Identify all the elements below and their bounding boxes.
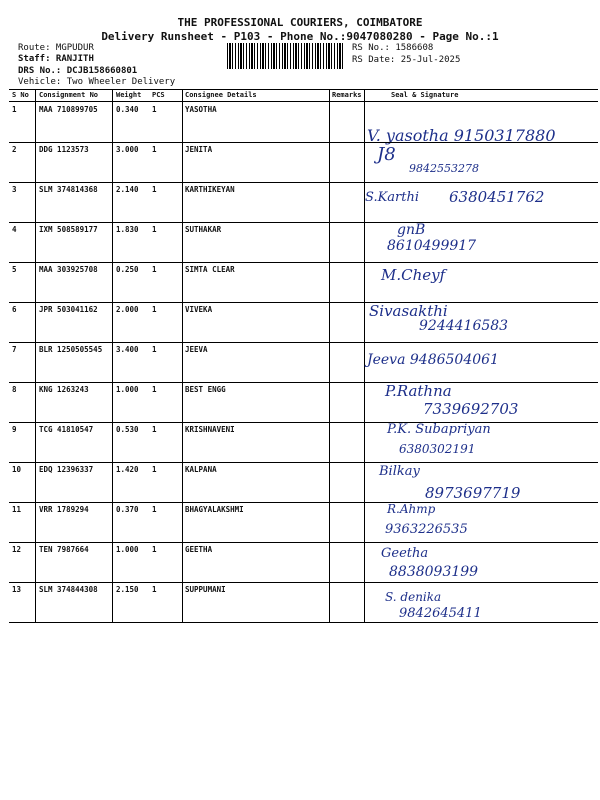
handwritten-signature: 7339692703 (423, 400, 519, 418)
cell-weight: 1.000 (116, 545, 139, 554)
handwritten-signature: Geetha (381, 546, 429, 561)
table-row (9, 422, 598, 463)
table-row (9, 142, 598, 183)
cell-consignee: VIVEKA (185, 305, 213, 314)
cell-sno: 2 (12, 145, 17, 154)
cell-sno: 6 (12, 305, 17, 314)
cell-pcs: 1 (152, 105, 157, 114)
drs-number: DRS No.: DCJB158660801 (18, 66, 138, 76)
table-row (9, 542, 598, 583)
cell-pcs: 1 (152, 385, 157, 394)
cell-consignment: BLR 1250505545 (39, 345, 103, 354)
cell-consignee: SIMTA CLEAR (185, 265, 235, 274)
handwritten-signature: S. denika (385, 590, 442, 604)
cell-weight: 0.250 (116, 265, 139, 274)
cell-consignee: JEEVA (185, 345, 208, 354)
runsheet-table (9, 89, 598, 623)
table-row (9, 342, 598, 383)
cell-weight: 1.830 (116, 225, 139, 234)
table-row (9, 182, 598, 223)
handwritten-signature: 9363226535 (385, 522, 468, 537)
cell-consignment: DDG 1123573 (39, 145, 89, 154)
handwritten-signature: M.Cheyf (381, 266, 446, 284)
signature-area (359, 262, 589, 303)
cell-pcs: 1 (152, 145, 157, 154)
cell-weight: 2.140 (116, 185, 139, 194)
cell-consignment: KNG 1263243 (39, 385, 89, 394)
cell-sno: 12 (12, 545, 22, 554)
handwritten-signature: Sivasakthi (369, 302, 448, 320)
cell-weight: 2.000 (116, 305, 139, 314)
cell-consignee: YASOTHA (185, 105, 217, 114)
signature-area (359, 422, 589, 463)
signature-area (359, 502, 589, 543)
handwritten-signature: 8838093199 (389, 564, 479, 580)
table-row (9, 262, 598, 303)
cell-consignment: MAA 710899705 (39, 105, 98, 114)
cell-weight: 0.340 (116, 105, 139, 114)
signature-area (359, 382, 589, 423)
cell-weight: 1.000 (116, 385, 139, 394)
runsheet-subtitle: Delivery Runsheet - P103 - Phone No.:9047080280 - Page No.:1 (101, 30, 499, 43)
handwritten-signature: P.K. Subapriyan (387, 422, 491, 437)
handwritten-signature: 6380302191 (399, 442, 476, 456)
handwritten-signature: gnB (397, 222, 426, 238)
route-label: Route: MGPUDUR (18, 43, 94, 53)
rs-date: RS Date: 25-Jul-2025 (352, 55, 461, 65)
handwritten-signature: R.Ahmp (387, 502, 436, 516)
cell-consignment: SLM 374844308 (39, 585, 98, 594)
table-row (9, 462, 598, 503)
cell-pcs: 1 (152, 545, 157, 554)
col-header-pcs: PCS (152, 91, 165, 99)
rs-number: RS No.: 1586608 (352, 43, 434, 53)
cell-consignee: SUTHAKAR (185, 225, 222, 234)
cell-consignment: MAA 303925708 (39, 265, 98, 274)
staff-label: Staff: RANJITH (18, 54, 94, 64)
signature-area (359, 582, 589, 623)
cell-sno: 4 (12, 225, 17, 234)
cell-pcs: 1 (152, 305, 157, 314)
handwritten-signature: Jeeva 9486504061 (367, 352, 499, 368)
col-header-weight: Weight (116, 91, 142, 99)
cell-sno: 9 (12, 425, 17, 434)
handwritten-signature: 9244416583 (419, 318, 509, 334)
signature-area (359, 302, 589, 343)
handwritten-signature: 8973697719 (425, 484, 521, 502)
handwritten-signature: 9842645411 (399, 606, 482, 621)
cell-consignment: VRR 1789294 (39, 505, 89, 514)
cell-weight: 0.530 (116, 425, 139, 434)
signature-area (359, 102, 589, 143)
cell-sno: 3 (12, 185, 17, 194)
vehicle-label: Vehicle: Two Wheeler Delivery (18, 77, 176, 87)
col-header-remarks: Remarks (332, 91, 362, 99)
col-header-seal: Seal & Signature (391, 91, 459, 99)
cell-pcs: 1 (152, 465, 157, 474)
col-header-consignee: Consignee Details (185, 91, 257, 99)
table-row (9, 382, 598, 423)
company-title: THE PROFESSIONAL COURIERS, COIMBATORE (177, 16, 423, 29)
cell-consignment: TCG 41810547 (39, 425, 94, 434)
signature-area (359, 222, 589, 263)
col-header-sno: S No (12, 91, 29, 99)
table-row (9, 502, 598, 543)
cell-pcs: 1 (152, 265, 157, 274)
table-row (9, 582, 598, 623)
barcode (227, 43, 345, 69)
cell-consignee: KALPANA (185, 465, 217, 474)
signature-area (359, 342, 589, 383)
cell-consignee: JENITA (185, 145, 213, 154)
signature-area (359, 142, 589, 183)
cell-sno: 11 (12, 505, 22, 514)
cell-weight: 0.370 (116, 505, 139, 514)
cell-consignee: GEETHA (185, 545, 213, 554)
handwritten-signature: V. yasotha 9150317880 (367, 126, 556, 145)
cell-consignment: TEN 7987664 (39, 545, 89, 554)
cell-sno: 13 (12, 585, 22, 594)
cell-weight: 2.150 (116, 585, 139, 594)
cell-consignee: KRISHNAVENI (185, 425, 235, 434)
cell-consignee: BHAGYALAKSHMI (185, 505, 244, 514)
cell-pcs: 1 (152, 225, 157, 234)
cell-weight: 1.420 (116, 465, 139, 474)
handwritten-signature: 9842553278 (409, 162, 479, 175)
cell-sno: 5 (12, 265, 17, 274)
handwritten-signature: P.Rathna (385, 382, 452, 400)
signature-area (359, 182, 589, 223)
handwritten-signature: 6380451762 (449, 188, 545, 206)
handwritten-signature: 8610499917 (387, 238, 477, 254)
cell-consignment: SLM 374814368 (39, 185, 98, 194)
cell-weight: 3.000 (116, 145, 139, 154)
cell-pcs: 1 (152, 185, 157, 194)
table-row (9, 302, 598, 343)
col-header-consignment: Consignment No (39, 91, 99, 99)
handwritten-signature: Bilkay (379, 464, 420, 479)
cell-consignee: KARTHIKEYAN (185, 185, 235, 194)
cell-consignment: IXM 508589177 (39, 225, 98, 234)
cell-sno: 7 (12, 345, 17, 354)
cell-sno: 1 (12, 105, 17, 114)
cell-consignee: BEST ENGG (185, 385, 226, 394)
cell-pcs: 1 (152, 585, 157, 594)
cell-sno: 8 (12, 385, 17, 394)
cell-consignment: JPR 503041162 (39, 305, 98, 314)
cell-sno: 10 (12, 465, 22, 474)
cell-pcs: 1 (152, 425, 157, 434)
cell-weight: 3.400 (116, 345, 139, 354)
table-row (9, 222, 598, 263)
cell-consignment: EDQ 12396337 (39, 465, 94, 474)
cell-pcs: 1 (152, 345, 157, 354)
cell-pcs: 1 (152, 505, 157, 514)
handwritten-signature: S.Karthi (365, 190, 420, 205)
handwritten-signature: J8 (377, 144, 396, 165)
cell-consignee: SUPPUMANI (185, 585, 226, 594)
signature-area (359, 462, 589, 503)
signature-area (359, 542, 589, 583)
table-row (9, 102, 598, 143)
